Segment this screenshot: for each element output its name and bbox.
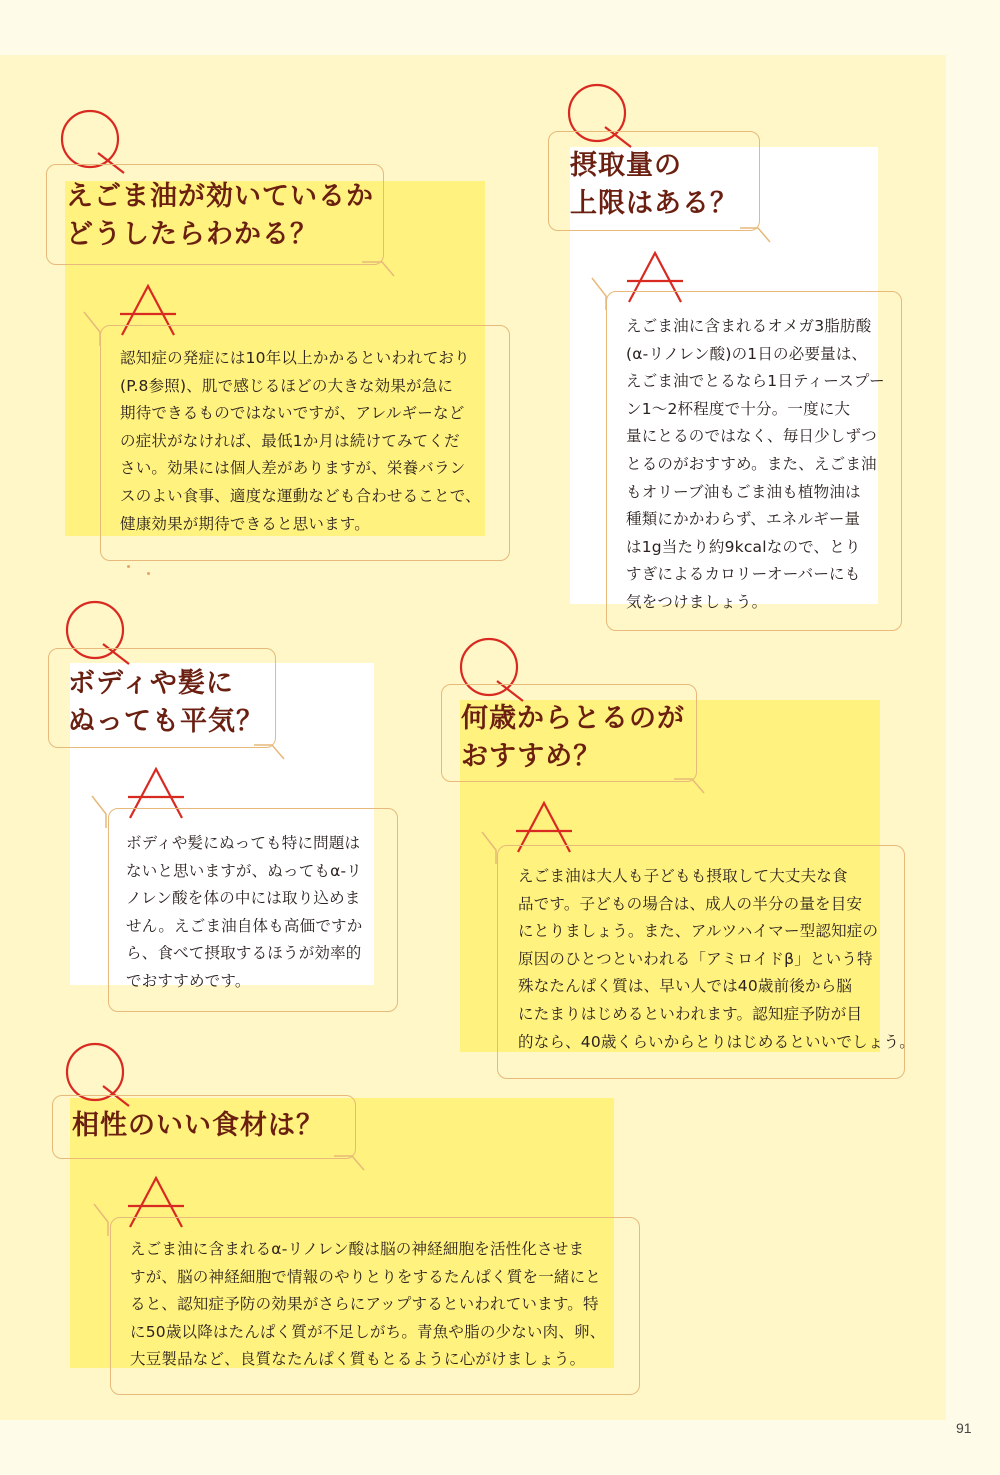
question-text: 何歳からとるのが おすすめ？	[461, 703, 685, 772]
bubble-tail	[672, 777, 712, 797]
answer-text: ボディや髪にぬっても特に問題は ないと思いますが、ぬってもα-リ ノレン酸を体の中には取り込めま せん。えごま油自体も高価ですか ら、食べて摂取するほうが効率的 でおすすめです。	[126, 834, 363, 990]
question-text: 相性のいい食材は？	[72, 1110, 324, 1141]
page-number: 91	[956, 1420, 972, 1436]
question-text: えごま油が効いているか どうしたらわかる？	[66, 181, 374, 250]
bubble-tail	[738, 226, 778, 246]
answer-text: 認知症の発症には10年以上かかるといわれており (P.8参照)、肌で感じるほどの大きな効果が急に 期待できるものではないですが、アレルギーなど の症状がなければ、最低1か月は続けてみてくだ さい。効果には個人差がありますが、栄養バラン スのよい食事、適度な運動なども合わせることで、 健康効果が期待できると思います。	[120, 349, 481, 533]
decorative-dot	[127, 565, 130, 568]
question-text: ボディや髪に ぬっても平気？	[68, 668, 264, 737]
bubble-tail	[360, 260, 400, 280]
bubble-tail	[252, 743, 292, 763]
answer-text: えごま油に含まれるオメガ3脂肪酸 (α-リノレン酸)の1日の必要量は、 えごま油でとるなら1日ティースプー ン1～2杯程度で十分。一度に大 量にとるのではなく、毎日少しずつ とるのがおすすめ。また、えごま油 もオリーブ油もごま油も植物油は 種類にかかわらず、エネルギー量 は1g当たり約9kcalなので、とり すぎによるカロリーオーバーにも 気をつけましょう。	[626, 317, 885, 611]
bubble-tail	[332, 1154, 372, 1174]
answer-text: えごま油は大人も子どもも摂取して大丈夫な食 品です。子どもの場合は、成人の半分の量を目安 にとりましょう。また、アルツハイマー型認知症の 原因のひとつといわれる「アミロイドβ」という特 殊なたんぱく質は、早い人では40歳前後から脳 にたまりはじめるといわれます。認知症予防が目 的なら、40歳くらいからとりはじめるといいでしょう。	[518, 867, 915, 1051]
question-text: 摂取量の 上限はある？	[570, 150, 738, 219]
decorative-dot	[147, 572, 150, 575]
answer-text: えごま油に含まれるα-リノレン酸は脳の神経細胞を活性化させま すが、脳の神経細胞で情報のやりとりをするたんぱく質を一緒にと ると、認知症予防の効果がさらにアップするといわれています。特 に50歳以降はたんぱく質が不足しがち。青魚や脂の少ない肉、卵、 大豆製品など、良質なたんぱく質もとるように心がけましょう。	[130, 1240, 606, 1369]
